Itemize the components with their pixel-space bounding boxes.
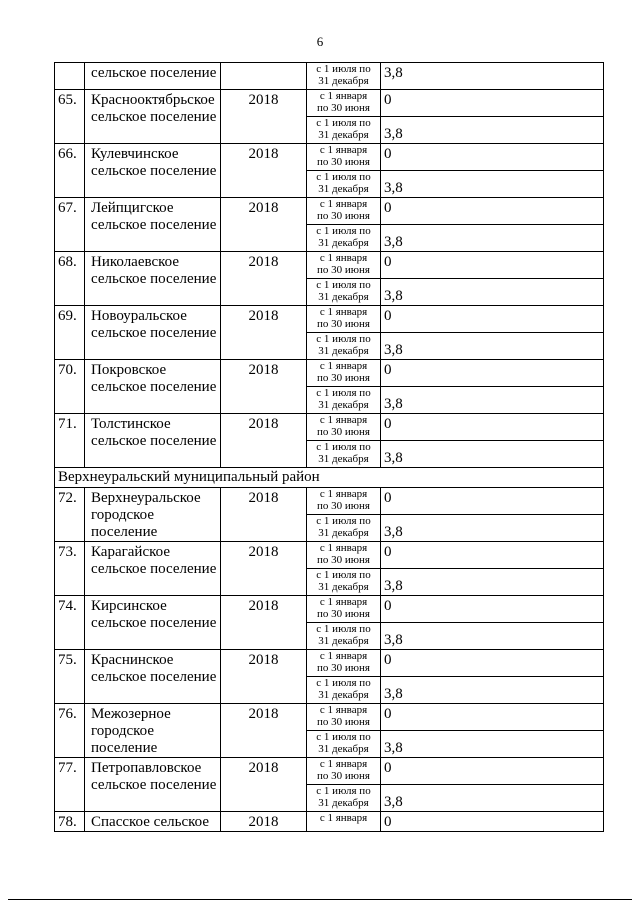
settlement-name: Толстинское сельское поселение [85,414,221,468]
period-cell: с 1 января по 30 июня [307,252,381,279]
rate-cell: 3,8 [381,785,604,812]
rate-cell: 3,8 [381,333,604,360]
year-cell: 2018 [221,198,307,252]
table-row [55,360,604,387]
rate-cell: 3,8 [381,569,604,596]
row-number: 75. [55,650,85,704]
table-row [55,650,604,677]
table-row [55,704,604,731]
table-row [55,812,604,832]
district-row [55,468,604,488]
table-row [55,758,604,785]
table-row [55,198,604,225]
district-name: Верхнеуральский муниципальный район [55,468,604,488]
period-cell: с 1 июля по 31 декабря [307,333,381,360]
year-cell: 2018 [221,360,307,414]
rate-cell: 3,8 [381,677,604,704]
settlement-name: Верхнеуральское городское поселение [85,488,221,542]
rate-cell: 3,8 [381,279,604,306]
period-cell: с 1 января по 30 июня [307,414,381,441]
year-cell: 2018 [221,252,307,306]
period-cell: с 1 июля по 31 декабря [307,515,381,542]
rate-cell: 0 [381,650,604,677]
year-cell: 2018 [221,542,307,596]
table-row [55,144,604,171]
period-cell: с 1 января по 30 июня [307,758,381,785]
period-cell: с 1 июля по 31 декабря [307,225,381,252]
page-number: 6 [316,34,324,49]
table-row [55,306,604,333]
period-cell: с 1 июля по 31 декабря [307,63,381,90]
settlement-name: Спасское сельское [85,812,221,832]
period-cell: с 1 января по 30 июня [307,542,381,569]
period-cell: с 1 января по 30 июня [307,596,381,623]
period-cell: с 1 июля по 31 декабря [307,171,381,198]
year-cell [221,63,307,90]
rate-cell: 3,8 [381,623,604,650]
settlement-name: сельское поселение [85,63,221,90]
period-cell: с 1 июля по 31 декабря [307,785,381,812]
rate-cell: 0 [381,758,604,785]
period-cell: с 1 июля по 31 декабря [307,623,381,650]
settlement-name: Краснооктябрьское сельское поселение [85,90,221,144]
period-cell: с 1 июля по 31 декабря [307,117,381,144]
period-cell: с 1 января по 30 июня [307,704,381,731]
year-cell: 2018 [221,812,307,832]
row-number: 77. [55,758,85,812]
settlement-name: Кулевчинское сельское поселение [85,144,221,198]
table-row [55,90,604,117]
period-cell: с 1 января по 30 июня [307,198,381,225]
year-cell: 2018 [221,650,307,704]
rate-cell: 3,8 [381,171,604,198]
row-number: 71. [55,414,85,468]
settlement-name: Лейпцигское сельское поселение [85,198,221,252]
rate-cell: 0 [381,488,604,515]
period-cell: с 1 июля по 31 декабря [307,677,381,704]
period-cell: с 1 июля по 31 декабря [307,279,381,306]
table-row [55,542,604,569]
row-number: 74. [55,596,85,650]
rate-cell: 0 [381,252,604,279]
rate-cell: 3,8 [381,731,604,758]
table-row [55,252,604,279]
settlement-name: Краснинское сельское поселение [85,650,221,704]
rate-cell: 3,8 [381,515,604,542]
row-number: 72. [55,488,85,542]
year-cell: 2018 [221,596,307,650]
rate-cell: 0 [381,144,604,171]
rate-cell: 0 [381,90,604,117]
row-number: 65. [55,90,85,144]
rate-cell: 3,8 [381,225,604,252]
row-number-cell [55,63,85,90]
rate-cell: 0 [381,812,604,832]
row-number: 66. [55,144,85,198]
rate-cell: 0 [381,198,604,225]
settlement-name: Николаевское сельское поселение [85,252,221,306]
period-cell: с 1 января по 30 июня [307,306,381,333]
table-row [55,63,604,90]
rate-cell: 0 [381,414,604,441]
row-number: 73. [55,542,85,596]
rate-cell: 0 [381,542,604,569]
rate-cell: 3,8 [381,387,604,414]
rate-cell: 0 [381,704,604,731]
period-cell: с 1 июля по 31 декабря [307,731,381,758]
year-cell: 2018 [221,758,307,812]
row-number: 68. [55,252,85,306]
settlement-name: Межозерное городское поселение [85,704,221,758]
settlement-name: Покровское сельское поселение [85,360,221,414]
row-number: 69. [55,306,85,360]
rate-cell: 3,8 [381,117,604,144]
page-bottom-rule [8,899,632,900]
period-cell: с 1 января по 30 июня [307,360,381,387]
rate-cell: 3,8 [381,441,604,468]
settlement-name: Карагайское сельское поселение [85,542,221,596]
year-cell: 2018 [221,90,307,144]
row-number: 78. [55,812,85,832]
row-number: 76. [55,704,85,758]
period-cell: с 1 января по 30 июня [307,488,381,515]
rate-cell: 0 [381,360,604,387]
year-cell: 2018 [221,414,307,468]
period-cell: с 1 июля по 31 декабря [307,441,381,468]
rate-cell: 0 [381,306,604,333]
year-cell: 2018 [221,488,307,542]
period-cell: с 1 июля по 31 декабря [307,569,381,596]
row-number: 70. [55,360,85,414]
period-cell: с 1 января по 30 июня [307,90,381,117]
year-cell: 2018 [221,704,307,758]
row-number: 67. [55,198,85,252]
period-cell: с 1 января [307,812,381,832]
settlement-name: Кирсинское сельское поселение [85,596,221,650]
rate-cell: 0 [381,596,604,623]
period-cell: с 1 января по 30 июня [307,650,381,677]
period-cell: с 1 января по 30 июня [307,144,381,171]
table-row [55,414,604,441]
settlement-name: Петропавловское сельское поселение [85,758,221,812]
rates-table [54,62,604,832]
rate-cell: 3,8 [381,63,604,90]
year-cell: 2018 [221,306,307,360]
table-row [55,596,604,623]
year-cell: 2018 [221,144,307,198]
table-row [55,488,604,515]
period-cell: с 1 июля по 31 декабря [307,387,381,414]
settlement-name: Новоуральское сельское поселение [85,306,221,360]
